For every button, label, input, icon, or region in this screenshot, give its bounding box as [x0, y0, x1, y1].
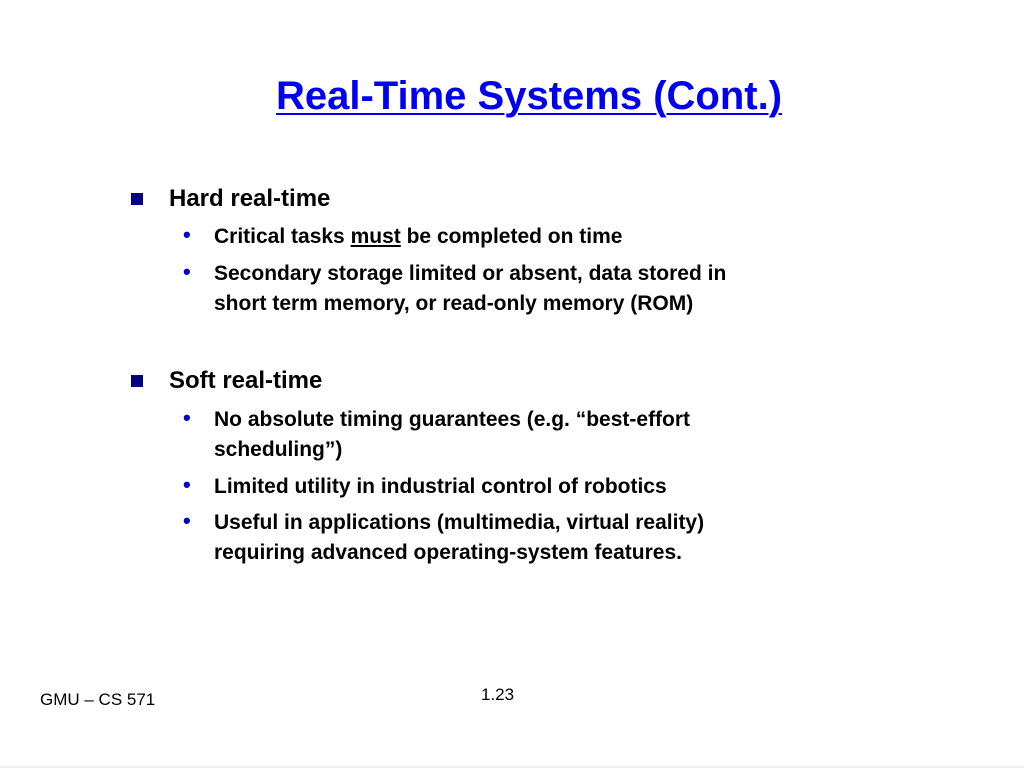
- sub-bullet-text-line1: No absolute timing guarantees (e.g. “best-effort: [214, 408, 691, 431]
- dot-bullet-icon: •: [183, 405, 191, 430]
- section-heading: Hard real-time: [169, 185, 331, 212]
- dot-bullet-icon: •: [183, 472, 191, 497]
- sub-bullet-text-line2: requiring advanced operating-system features.: [214, 541, 682, 564]
- sub-bullet-text-line2: scheduling”): [214, 438, 343, 461]
- slide-title: Real-Time Systems (Cont.): [275, 74, 783, 118]
- dot-bullet-icon: •: [183, 508, 191, 533]
- sub-bullet-text: Critical tasks must be completed on time: [214, 225, 623, 248]
- footer-page-number: 1.23: [481, 685, 515, 704]
- section-heading: Soft real-time: [169, 367, 323, 394]
- square-bullet-icon: [131, 193, 143, 205]
- sub-bullet-text-line1: Secondary storage limited or absent, data stored in: [214, 262, 727, 285]
- sub-bullet-text-line2: short term memory, or read-only memory (ROM): [214, 292, 694, 315]
- square-bullet-icon: [131, 375, 143, 387]
- emphasis-must: must: [350, 225, 401, 248]
- footer-course: GMU – CS 571: [40, 690, 156, 709]
- sub-bullet-text-line1: Useful in applications (multimedia, virtual reality): [214, 511, 705, 534]
- sub-bullet-text: Limited utility in industrial control of robotics: [214, 475, 667, 498]
- dot-bullet-icon: •: [183, 222, 191, 247]
- dot-bullet-icon: •: [183, 259, 191, 284]
